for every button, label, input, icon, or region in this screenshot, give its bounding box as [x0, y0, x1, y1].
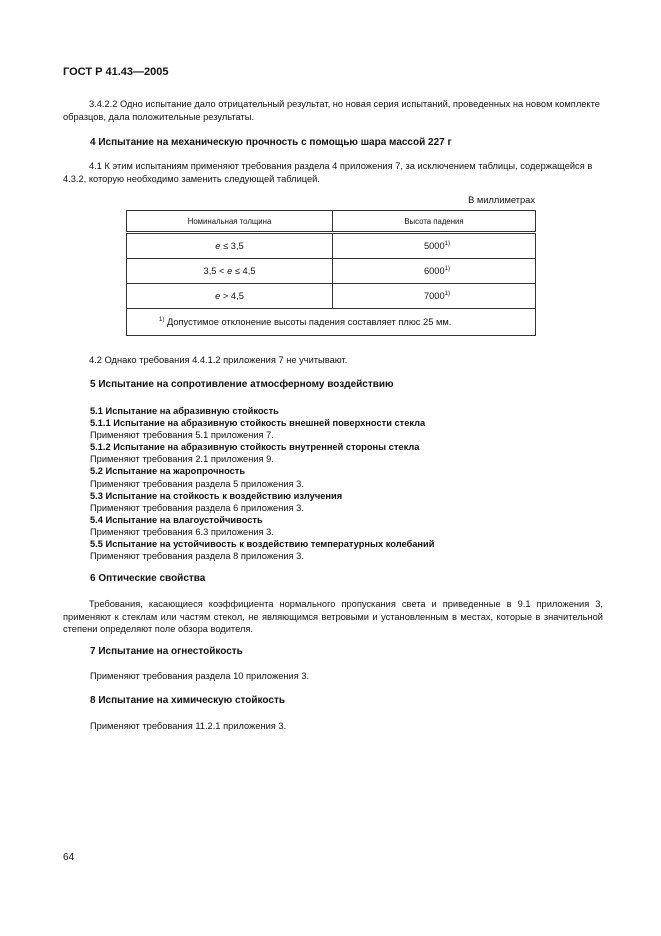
- section-5-item: 5.1.2 Испытание на абразивную стойкость внутренней стороны стекла: [90, 442, 420, 453]
- section-5-item: Применяют требования 2.1 приложения 9.: [90, 454, 274, 465]
- section-5-item: 5.5 Испытание на устойчивость к воздействию температурных колебаний: [90, 539, 435, 550]
- table-note-row: [127, 309, 536, 336]
- paragraph-4-1: 4.1 К этим испытаниям применяют требования раздела 4 приложения 7, за исключением таблицы, содержащейся в 4.3.2, которую необходимо заменить следующей таблицей.: [63, 161, 593, 184]
- footnote-mark: 1): [444, 265, 450, 272]
- section-5-item: 5.3 Испытание на стойкость к воздействию излучения: [90, 490, 343, 501]
- section-5-heading: 5 Испытание на сопротивление атмосферному воздействию: [90, 379, 394, 390]
- height-value: 6000: [423, 266, 445, 277]
- table-header-row: [127, 211, 536, 233]
- section-5-item: Применяют требования раздела 8 приложения 3.: [90, 551, 304, 562]
- height-cell: [333, 259, 536, 284]
- height-cell: [333, 284, 536, 309]
- thickness-cell: e > 4,5: [127, 284, 333, 309]
- section-4-heading: 4 Испытание на механическую прочность с помощью шара массой 227 г: [90, 137, 452, 148]
- thickness-cell: e ≤ 3,5: [127, 233, 333, 259]
- column-header-thickness: Номинальная толщина: [127, 211, 333, 233]
- table-note-cell: [127, 309, 536, 336]
- thickness-cell: 3,5 < e ≤ 4,5: [127, 259, 333, 284]
- section-6-heading: 6 Оптические свойства: [90, 573, 206, 584]
- table-note-text: Допустимое отклонение высоты падения составляет плюс 25 мм.: [166, 317, 452, 328]
- section-5-item: 5.1.1 Испытание на абразивную стойкость внешней поверхности стекла: [90, 418, 426, 429]
- table-row: [127, 284, 536, 309]
- column-header-height: Высота падения: [333, 211, 536, 233]
- drop-height-table: [126, 210, 536, 336]
- section-5-item: Применяют требования 6.3 приложения 3.: [90, 526, 274, 537]
- height-cell: [333, 233, 536, 259]
- footnote-mark: 1): [444, 240, 450, 247]
- table-row: [127, 259, 536, 284]
- section-8-heading: 8 Испытание на химическую стойкость: [90, 695, 286, 706]
- table-row: [127, 233, 536, 259]
- section-7-heading: 7 Испытание на огнестойкость: [90, 646, 243, 657]
- section-5-item: 5.4 Испытание на влагоустойчивость: [90, 514, 263, 525]
- section-5-item: Применяют требования раздела 6 приложения 3.: [90, 502, 304, 513]
- section-5-item: Применяют требования 5.1 приложения 7.: [90, 430, 274, 441]
- variable-e: e: [215, 241, 221, 251]
- section-5-item: Применяют требования раздела 5 приложения 3.: [90, 478, 304, 489]
- paragraph-4-2: 4.2 Однако требования 4.4.1.2 приложения 7 не учитывают.: [89, 355, 348, 365]
- variable-e: e: [227, 266, 233, 276]
- section-5-item: 5.1 Испытание на абразивную стойкость: [90, 406, 279, 416]
- height-value: 5000: [423, 241, 445, 252]
- section-7-text: Применяют требования раздела 10 приложения 3.: [90, 671, 310, 681]
- table-units: В миллиметрах: [468, 195, 535, 205]
- section-5-item: 5.2 Испытание на жаропрочность: [90, 466, 246, 477]
- section-6-text: Требования, касающиеся коэффициента нормального пропускания света и приведенные в 9.1 приложения 3, применяют к стеклам или частям стекол, не являющимся ветровыми и установленным в местах, которые в значительной степени определяют поле обзора водителя.: [63, 599, 603, 634]
- document-header: ГОСТ Р 41.43—2005: [63, 66, 169, 78]
- footnote-mark: 1): [444, 290, 450, 297]
- height-value: 7000: [423, 291, 445, 302]
- page-number: 64: [63, 852, 75, 863]
- variable-e: e: [215, 291, 221, 301]
- footnote-mark: 1): [159, 316, 165, 323]
- section-5-list: [90, 405, 610, 562]
- paragraph-3-4-2-2: 3.4.2.2 Одно испытание дало отрицательный результат, но новая серия испытаний, проведенных на новом комплекте образцов, дала положительные результаты.: [63, 99, 600, 122]
- section-8-text: Применяют требования 11.2.1 приложения 3.: [90, 721, 287, 731]
